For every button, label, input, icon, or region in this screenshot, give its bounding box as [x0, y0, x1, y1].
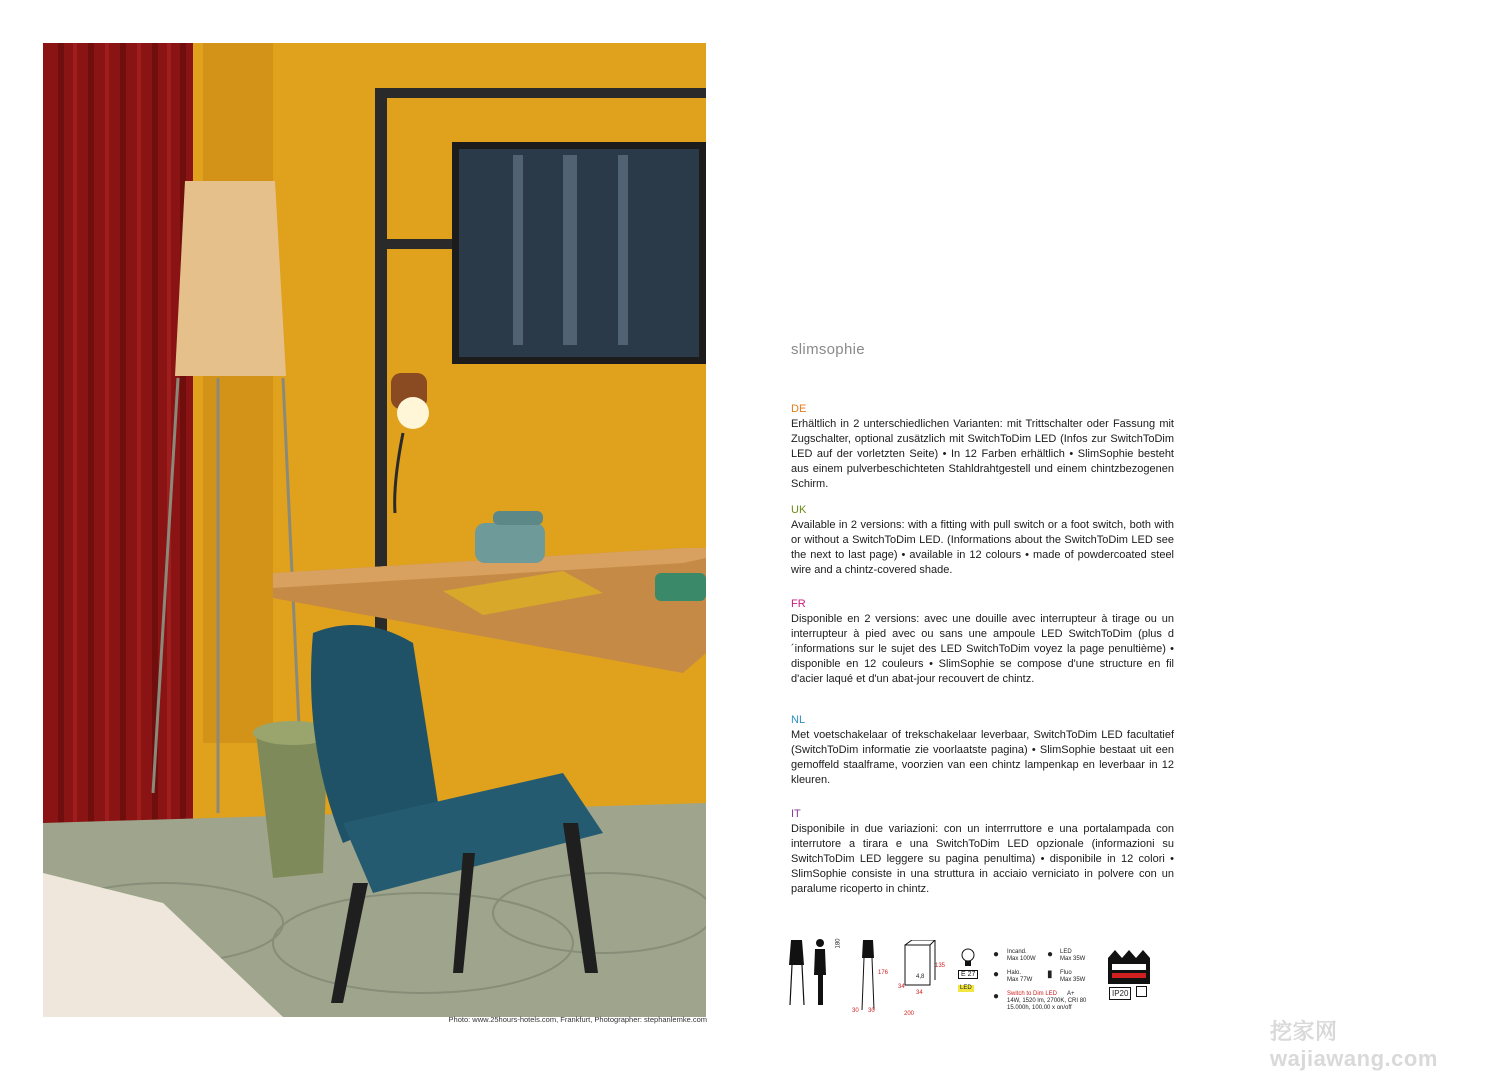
spec-icons [788, 935, 1158, 1020]
lang-code-de: DE [791, 403, 807, 415]
bulb-outline-icon [960, 947, 980, 969]
lang-block-nl [791, 713, 1174, 788]
led-bulb-icon: ● [1047, 949, 1054, 960]
night-proof-logo-icon [1108, 950, 1150, 984]
dim-class: A+ [1067, 991, 1075, 997]
halo-max: Max 77W [1007, 977, 1033, 983]
photo-credit: Photo: www.25hours-hotels.com, Frankfurt, Photographer: stephanlemke.com [448, 1015, 707, 1024]
lang-block-fr [791, 597, 1174, 687]
box-height: 135 [935, 963, 946, 969]
base-dim: 30 [868, 1008, 875, 1014]
box-depth: 34 [916, 990, 923, 996]
led-label: LED [1060, 949, 1072, 955]
ip-rating: IP20 [1109, 987, 1131, 1000]
led-max: Max 35W [1060, 956, 1086, 962]
led-badge: LED [960, 985, 972, 991]
halo-bulb-icon: ● [993, 969, 1000, 980]
lang-text-nl: Met voetschakelaar of trekschakelaar leverbaar, SwitchToDim LED facultatief (SwitchToDim informatie zie voorlaatste pagina) • SlimSophie bestaat uit een gemoffeld staalframe, voorzien van een chintz lampenkap en leverbaar in 12 kleuren. [791, 729, 1174, 786]
box-width: 34 [898, 984, 905, 990]
hotel-room-illustration [43, 43, 706, 1017]
lang-block-it [791, 807, 1174, 897]
product-title: slimsophie [791, 341, 865, 358]
fluo-bulb-icon: ▮ [1047, 969, 1053, 980]
cable-length: 200 [904, 1011, 915, 1017]
lang-code-fr: FR [791, 598, 806, 610]
lang-block-uk [791, 503, 1174, 578]
class-two-icon [1136, 986, 1147, 997]
lang-code-it: IT [791, 808, 801, 820]
incand-label: Incand. [1007, 949, 1027, 955]
fluo-max: Max 35W [1060, 977, 1086, 983]
watermark: 挖家网 wajiawang.com [1270, 1019, 1438, 1071]
lang-text-uk: Available in 2 versions: with a fitting with pull switch or a foot switch, both with or without a SwitchToDim LED. (Informations about the SwitchToDim LED see the next to last page) • available in 12 colours • made of powdercoated steel wire and a chintz-covered shade. [791, 519, 1174, 576]
socket-type: E 27 [958, 970, 978, 979]
incand-max: Max 100W [1007, 956, 1036, 962]
lang-text-fr: Disponible en 2 versions: avec une douille avec interrupteur à tirage ou un interrupteur à pied avec ou sans une ampoule LED SwitchToDim (plus d´informations sur le sujet des LED SwitchToDim voyez la page penultième) • disponible en 12 couleurs • SlimSophie se compose d'une structure en fil d'acier laqué et d'un abat-jour recouvert de chintz. [791, 613, 1174, 685]
dim-bulb-icon: ● [993, 991, 1000, 1002]
shade-dim: 30 [852, 1008, 859, 1014]
incand-bulb-icon: ● [993, 949, 1000, 960]
lang-code-uk: UK [791, 504, 807, 516]
lang-text-it: Disponibile in due variazioni: con un interrruttore e una portalampada con interrutore a tirara e una SwitchToDim LED opzionale (informazioni su SwitchToDim LED leggere su pagina penultima) • disponibile in 12 colori • SlimSophie consiste in una struttura in acciaio verniciato in polvere con un paralume ricoperto in chintz. [791, 823, 1174, 895]
fluo-label: Fluo [1060, 970, 1072, 976]
dim-spec-1: 14W, 1520 lm, 2700K, CRI 80 [1007, 998, 1087, 1004]
height-alt: 176 [878, 970, 889, 976]
interior-photo [43, 43, 706, 1017]
height-total: 180 [835, 938, 842, 949]
lang-block-de [791, 402, 1174, 492]
box-weight: 4,8 [916, 974, 925, 980]
dim-spec-2: 15.000h, 100.00 x on/off [1007, 1005, 1072, 1011]
lamp-silhouette-icon [788, 935, 838, 1010]
dim-title: Switch to Dim LED [1007, 991, 1058, 997]
box-icon [900, 940, 940, 995]
lang-text-de: Erhältlich in 2 unterschiedlichen Varianten: mit Trittschalter oder Fassung mit Zugschalter, optional zusätzlich mit SwitchToDim LED (Infos zur SwitchToDim LED auf der vorletzten Seite) • In 12 Farben erhältlich • SlimSophie besteht aus einem pulverbeschichteten Stahldrahtgestell und einem chintzbezogenen Schirm. [791, 418, 1174, 490]
lang-code-nl: NL [791, 714, 806, 726]
halo-label: Halo. [1007, 970, 1022, 976]
